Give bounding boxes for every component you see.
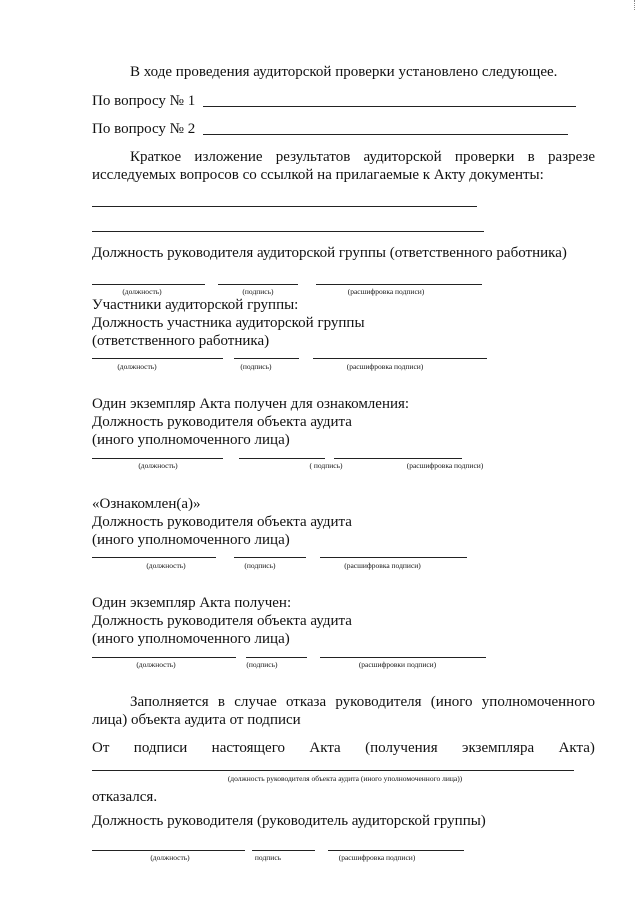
refusal-word: От (92, 740, 110, 756)
caption-decode: (расшифровка подписи) (344, 561, 421, 570)
acquainted-position-field[interactable] (92, 557, 216, 558)
object-head-line-1: Должность руководителя объекта аудита (92, 613, 352, 629)
received-position-field[interactable] (92, 657, 236, 658)
caption-position: (должность) (138, 461, 178, 470)
caption-signature: подпись (254, 853, 282, 862)
caption-signature: (подпись) (244, 561, 276, 570)
caption-signature: (подпись) (246, 660, 278, 669)
refusal-caption: (должность руководителя объекта аудита (иного уполномоченного лица)) (227, 774, 463, 783)
copy-received-review-title: Один экземпляр Акта получен для ознакомления: (92, 396, 410, 412)
participant-position-line-1: Должность участника аудиторской группы (92, 315, 365, 331)
copy-received-title: Один экземпляр Акта получен: (92, 595, 292, 611)
refused-text: отказался. (92, 789, 158, 805)
review-decode-field[interactable] (334, 458, 462, 459)
head-signature-field[interactable] (218, 284, 298, 285)
object-head-line-1: Должность руководителя объекта аудита (92, 414, 352, 430)
caption-decode: (расшифровка подписи) (346, 362, 424, 371)
refusal-word: (получения (365, 740, 438, 756)
caption-decode: (расшифровка подписи) (338, 853, 416, 862)
caption-position: (должность) (117, 362, 157, 371)
participants-title: Участники аудиторской группы: (92, 297, 299, 313)
acquainted-title: «Ознакомлен(а)» (92, 496, 201, 512)
scan-edge-mark (634, 0, 636, 10)
caption-position: (должность) (122, 287, 162, 296)
summary-field-2[interactable] (92, 231, 484, 232)
question-2-field[interactable] (203, 134, 568, 135)
received-decode-field[interactable] (320, 657, 486, 658)
refusal-word: Акта) (558, 740, 595, 756)
object-head-line-2: (иного уполномоченного лица) (92, 532, 290, 548)
question-2-label: По вопросу № 2 (92, 121, 196, 137)
object-head-line-1: Должность руководителя объекта аудита (92, 514, 352, 530)
refusal-sentence (92, 739, 595, 757)
caption-decodes: (расшифровки подписи) (358, 660, 437, 669)
final-head-title: Должность руководителя (руководитель аудиторской группы) (92, 813, 486, 829)
head-decode-field[interactable] (316, 284, 482, 285)
caption-decode: (расшифровка подписи) (406, 461, 484, 470)
question-1-label: По вопросу № 1 (92, 93, 196, 109)
intro-text: В ходе проведения аудиторской проверки установлено следующее. (130, 64, 558, 80)
refusal-note: Заполняется в случае отказа руководителя (иного уполномоченного лица) объекта аудита от подписи (92, 694, 595, 728)
refusal-word: экземпляра (462, 740, 535, 756)
review-signature-field[interactable] (239, 458, 325, 459)
review-position-field[interactable] (92, 458, 223, 459)
refusal-word: настоящего (211, 740, 285, 756)
object-head-line-2: (иного уполномоченного лица) (92, 631, 290, 647)
participant-decode-field[interactable] (313, 358, 487, 359)
participant-position-field[interactable] (92, 358, 223, 359)
head-position-title: Должность руководителя аудиторской группы (ответственного работника) (92, 245, 567, 261)
received-signature-field[interactable] (246, 657, 307, 658)
caption-position: (должность) (146, 561, 186, 570)
head-position-field[interactable] (92, 284, 205, 285)
caption-signature: ( подпись) (309, 461, 343, 470)
final-decode-field[interactable] (328, 850, 464, 851)
final-position-field[interactable] (92, 850, 245, 851)
caption-position: (должность) (136, 660, 176, 669)
acquainted-decode-field[interactable] (320, 557, 467, 558)
caption-position: (должность) (150, 853, 190, 862)
refusal-word: Акта (309, 740, 341, 756)
acquainted-signature-field[interactable] (234, 557, 306, 558)
caption-decode: (расшифровка подписи) (347, 287, 425, 296)
object-head-line-2: (иного уполномоченного лица) (92, 432, 290, 448)
question-1-field[interactable] (203, 106, 576, 107)
caption-signature: (подпись) (240, 362, 272, 371)
summary-field-1[interactable] (92, 206, 477, 207)
refusal-word: подписи (133, 740, 188, 756)
caption-signature: (подпись) (242, 287, 274, 296)
summary-text: Краткое изложение результатов аудиторской проверки в разрезе исследуемых вопросов со ссылкой на прилагаемые к Акту документы: (92, 149, 595, 183)
refusal-position-field[interactable] (92, 770, 574, 771)
participant-signature-field[interactable] (234, 358, 299, 359)
final-signature-field[interactable] (252, 850, 315, 851)
participant-position-line-2: (ответственного работника) (92, 333, 270, 349)
